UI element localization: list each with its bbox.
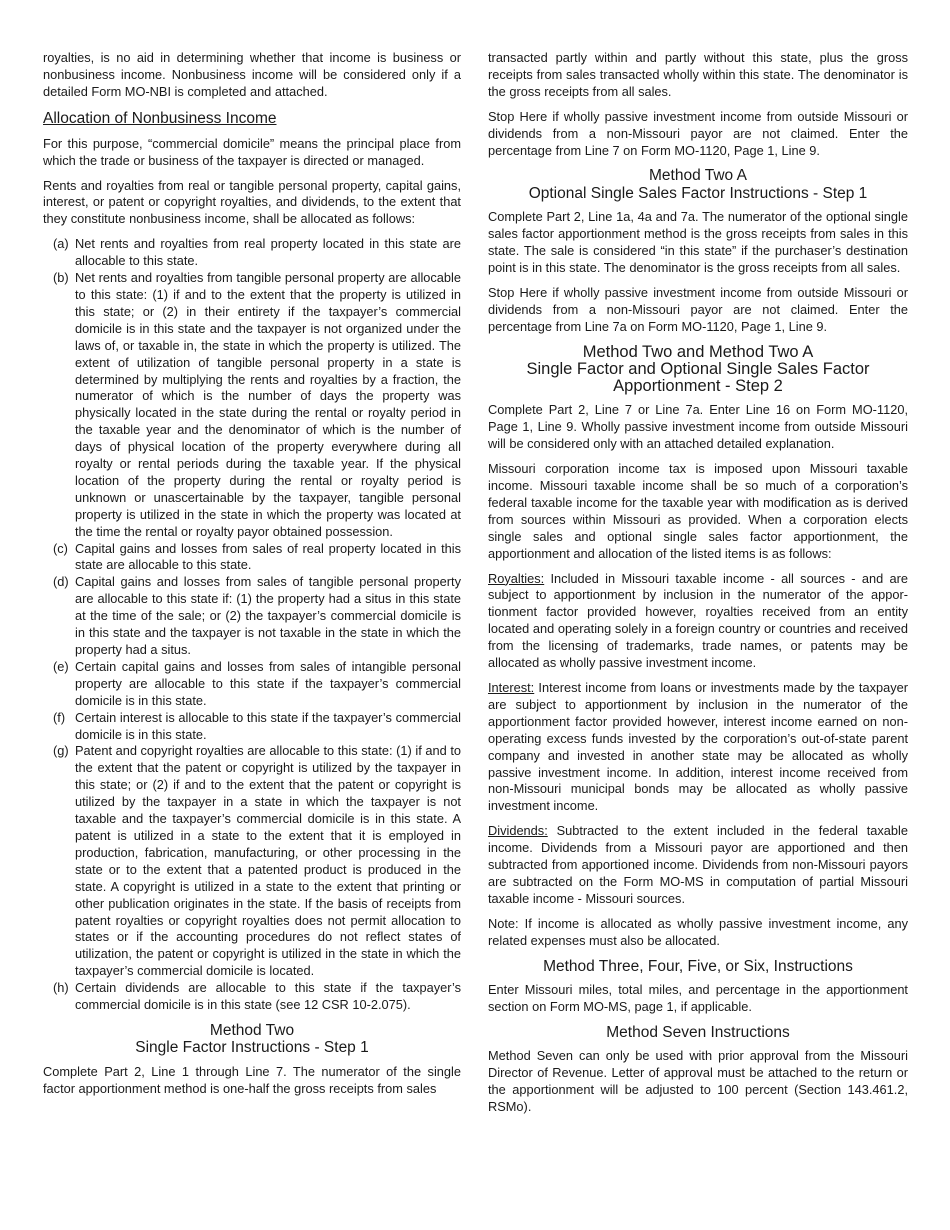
interest-label: Interest:	[488, 679, 535, 695]
list-item	[43, 541, 461, 575]
allocation-heading: Allocation of Nonbusiness Income	[43, 109, 277, 127]
note-paragraph: Note: If income is allocated as wholly passive investment income, any related expenses must also be allocated.	[488, 915, 908, 948]
dividends-label: Dividends:	[488, 823, 548, 839]
heading-line: Method Two and Method Two A	[582, 342, 814, 361]
method-two-paragraph: Complete Part 2, Line 1 through Line 7. The numerator of the single factor apportionment method is one-half the gross receipts from sales	[43, 1063, 461, 1096]
list-item-text: Certain interest is allocable to this state if the taxpayer’s commercial domicile is in this state.	[75, 709, 461, 742]
heading-line: Method Two A	[649, 167, 747, 185]
method-seven-paragraph: Method Seven can only be used with prior approval from the Missouri Director of Revenue. Letter of approval must be attached to the return or the apportionment will be adjusted to 100 percent (Section 143.461.2, RSMo).	[488, 1048, 908, 1115]
stop-here-paragraph-2: Stop Here if wholly passive investment income from outside Missouri or dividends from a non-Missouri payor are not claimed. Enter the percentage from Line 7a on Form MO-1120, Page 1, Line 9.	[488, 285, 908, 334]
list-item-label: (b)	[53, 270, 69, 286]
list-item	[43, 270, 461, 541]
interest-text: Interest income from loans or investments made by the taxpayer are subject to apportionment by inclusion in the numerator of the apportionment factor provided however, interest income earned on non-operating excess funds invested by the corporation’s out-of-state parent company and invested in another state may be allocated as wholly passive investment income. In addition, interest income received from non-Missouri municipal bonds may be allocated as wholly passive investment income.	[488, 679, 909, 814]
allocation-list	[43, 236, 461, 1014]
heading-line: Optional Single Sales Factor Instructions - Step 1	[528, 184, 868, 202]
royalties-label: Royalties:	[488, 570, 545, 586]
method-two-a-paragraph: Complete Part 2, Line 1a, 4a and 7a. The numerator of the optional single sales factor apportionment method is the gross receipts from sales in this state. The sale is considered “in this state” if the purchaser’s destination point is in this state. The denominator is the gross receipts from all sales.	[488, 209, 908, 276]
method-seven-heading: Method Seven Instructions	[606, 1023, 790, 1041]
list-item-text: Certain dividends are allocable to this state if the taxpayer’s commercial domicile is in this state (see 12 CSR 10-2.075).	[75, 980, 461, 1013]
dividends-paragraph	[488, 823, 908, 908]
interest-paragraph	[488, 680, 908, 815]
list-item	[43, 743, 461, 980]
list-item-text: Capital gains and losses from sales of tangible personal property are allocable to this state if: (1) the property had a situs in this state at the time of the sale; or (2) the taxpayer’s commercial domicile is in this state and the taxpayer is not taxable in the state in which the property had a situs.	[75, 574, 461, 657]
list-item-label: (g)	[53, 743, 69, 759]
list-item-text: Patent and copyright royalties are allocable to this state: (1) if and to the extent that the patent or copyright is utilized by the taxpayer in this state; or (2) if and to the extent that the patent or copyright is utilized by the taxpayer in a state in which the taxpayer is not taxable and the taxpayer’s commercial domicile is in this state. A patent is utilized in a state to the extent that it is employed in production, fabrication, manufacturing, or other processing in the state or to the extent that a patented product is produced in the state. A copyright is utilized in a state to the extent that printing or other publication originates in the state. If the basis of receipts from patent royalties or copyright royalties does not permit allocation to states or if the accounting procedures do not reflect states of utilization, the patent or copyright is utilized in the state in which the taxpayer’s commercial domicile is located.	[75, 743, 461, 979]
list-item-text: Capital gains and losses from sales of real property located in this state are allocable to this state.	[75, 540, 461, 573]
stop-here-paragraph: Stop Here if wholly passive investment income from outside Missouri or dividends from a non-Missouri payor are not claimed. Enter the percentage from Line 7 on Form MO-1120, Page 1, Line 9.	[488, 108, 908, 158]
list-item-text: Net rents and royalties from tangible personal property are allocable to this state: (1) if and to the extent that the property is utilized in this state; or (2) in their entirety if the taxpayer’s commercial domicile is in this state and the taxpayer is not organized under the laws of, or taxable in, the state in which the property is utilized. The extent of utilization of tangible personal property in a state is determined by multiplying the rents and royalties by a fraction, the numerator of which is the number of days the property was physically located in the state during the rental or royalty period in the taxable year and the denominator of which is the number of days of physical location of the property everywhere during all royalty or rental periods during the taxable year. If the physical location of the property during the rental or royalty period is unknown or unascertainable by the taxpayer, tangible personal property is utilized in the state in which the property was located at the time the rental or royalty payor obtained possession.	[75, 270, 461, 539]
commercial-domicile-paragraph: For this purpose, “commercial domicile” means the principal place from which the trade or business of the taxpayer is directed or managed.	[43, 135, 461, 168]
list-item-label: (c)	[53, 540, 68, 556]
step-two-paragraph: Complete Part 2, Line 7 or Line 7a. Enter Line 16 on Form MO-1120, Page 1, Line 9. Wholly passive investment income from outside Missouri will be considered only with an attached detailed explanation.	[488, 402, 908, 452]
list-item-label: (d)	[53, 574, 69, 590]
list-item-label: (e)	[53, 658, 69, 674]
heading-line: Single Factor and Optional Single Sales Factor	[526, 359, 870, 378]
method-three-heading: Method Three, Four, Five, or Six, Instructions	[543, 957, 853, 975]
list-item-label: (a)	[53, 236, 69, 252]
list-item-label: (f)	[53, 709, 66, 725]
list-item	[43, 980, 461, 1014]
step-two-heading	[488, 344, 908, 396]
heading-line: Single Factor Instructions - Step 1	[135, 1039, 369, 1057]
list-item	[43, 710, 461, 744]
left-column	[43, 50, 461, 1230]
list-item-label: (h)	[53, 980, 69, 996]
continued-paragraph: transacted partly within and partly without this state, plus the gross receipts from sales transacted wholly within this state. The denominator is the gross receipts from all sales.	[488, 50, 908, 99]
list-item-text: Net rents and royalties from real property located in this state are allocable to this state.	[75, 236, 461, 269]
heading-line: Method Two	[209, 1021, 295, 1039]
dividends-text: Subtracted to the extent included in the federal taxable income. Dividends from a Missouri payor are apportioned and then subtracted from apportioned income. Dividends from non-Missouri payors are subtracted on the Form MO-MS in computation of partial Missouri taxable income - Missouri sources.	[488, 823, 909, 906]
list-item-text: Certain capital gains and losses from sales of intangible personal property are allocable to this state if the taxpayer’s commercial domicile is in this state.	[75, 658, 461, 708]
method-three-paragraph: Enter Missouri miles, total miles, and percentage in the apportionment section on Form MO-MS, page 1, if applicable.	[488, 982, 908, 1014]
heading-line: Apportionment - Step 2	[613, 377, 783, 396]
royalties-paragraph	[488, 571, 908, 672]
royalties-text: Included in Missouri taxable income - all sources - and are subject to apportionment by inclusion in the numerator of the apportionment factor provided however, royalties received from an entity located and operating solely in a foreign country or countries and received from the licensing of trademarks, trade names, or patents may be allocated as wholly passive investment income.	[488, 570, 908, 671]
intro-paragraph: royalties, is no aid in determining whether that income is business or nonbusiness income. Nonbusiness income will be considered only if a detailed Form MO-NBI is completed and attached.	[43, 50, 461, 99]
list-item	[43, 659, 461, 710]
method-two-heading	[43, 1022, 461, 1057]
list-item	[43, 236, 461, 270]
corporation-tax-paragraph: Missouri corporation income tax is imposed upon Missouri taxable income. Missouri taxable income shall be so much of a corporation’s federal taxable income for the taxable year with modification as is derived from sources within Missouri as provided. When a corporation elects single sales and optional single sales factor apportionment, the apportionment and allocation of the listed items is as follows:	[488, 461, 908, 561]
rents-royalties-paragraph: Rents and royalties from real or tangible personal property, capital gains, interest, or patent or copyright royalties, and dividends, to the extent that they constitute nonbusiness income, shall be allocated as follows:	[43, 177, 461, 227]
method-two-a-heading	[488, 167, 908, 202]
list-item	[43, 574, 461, 659]
right-column	[488, 50, 908, 1230]
